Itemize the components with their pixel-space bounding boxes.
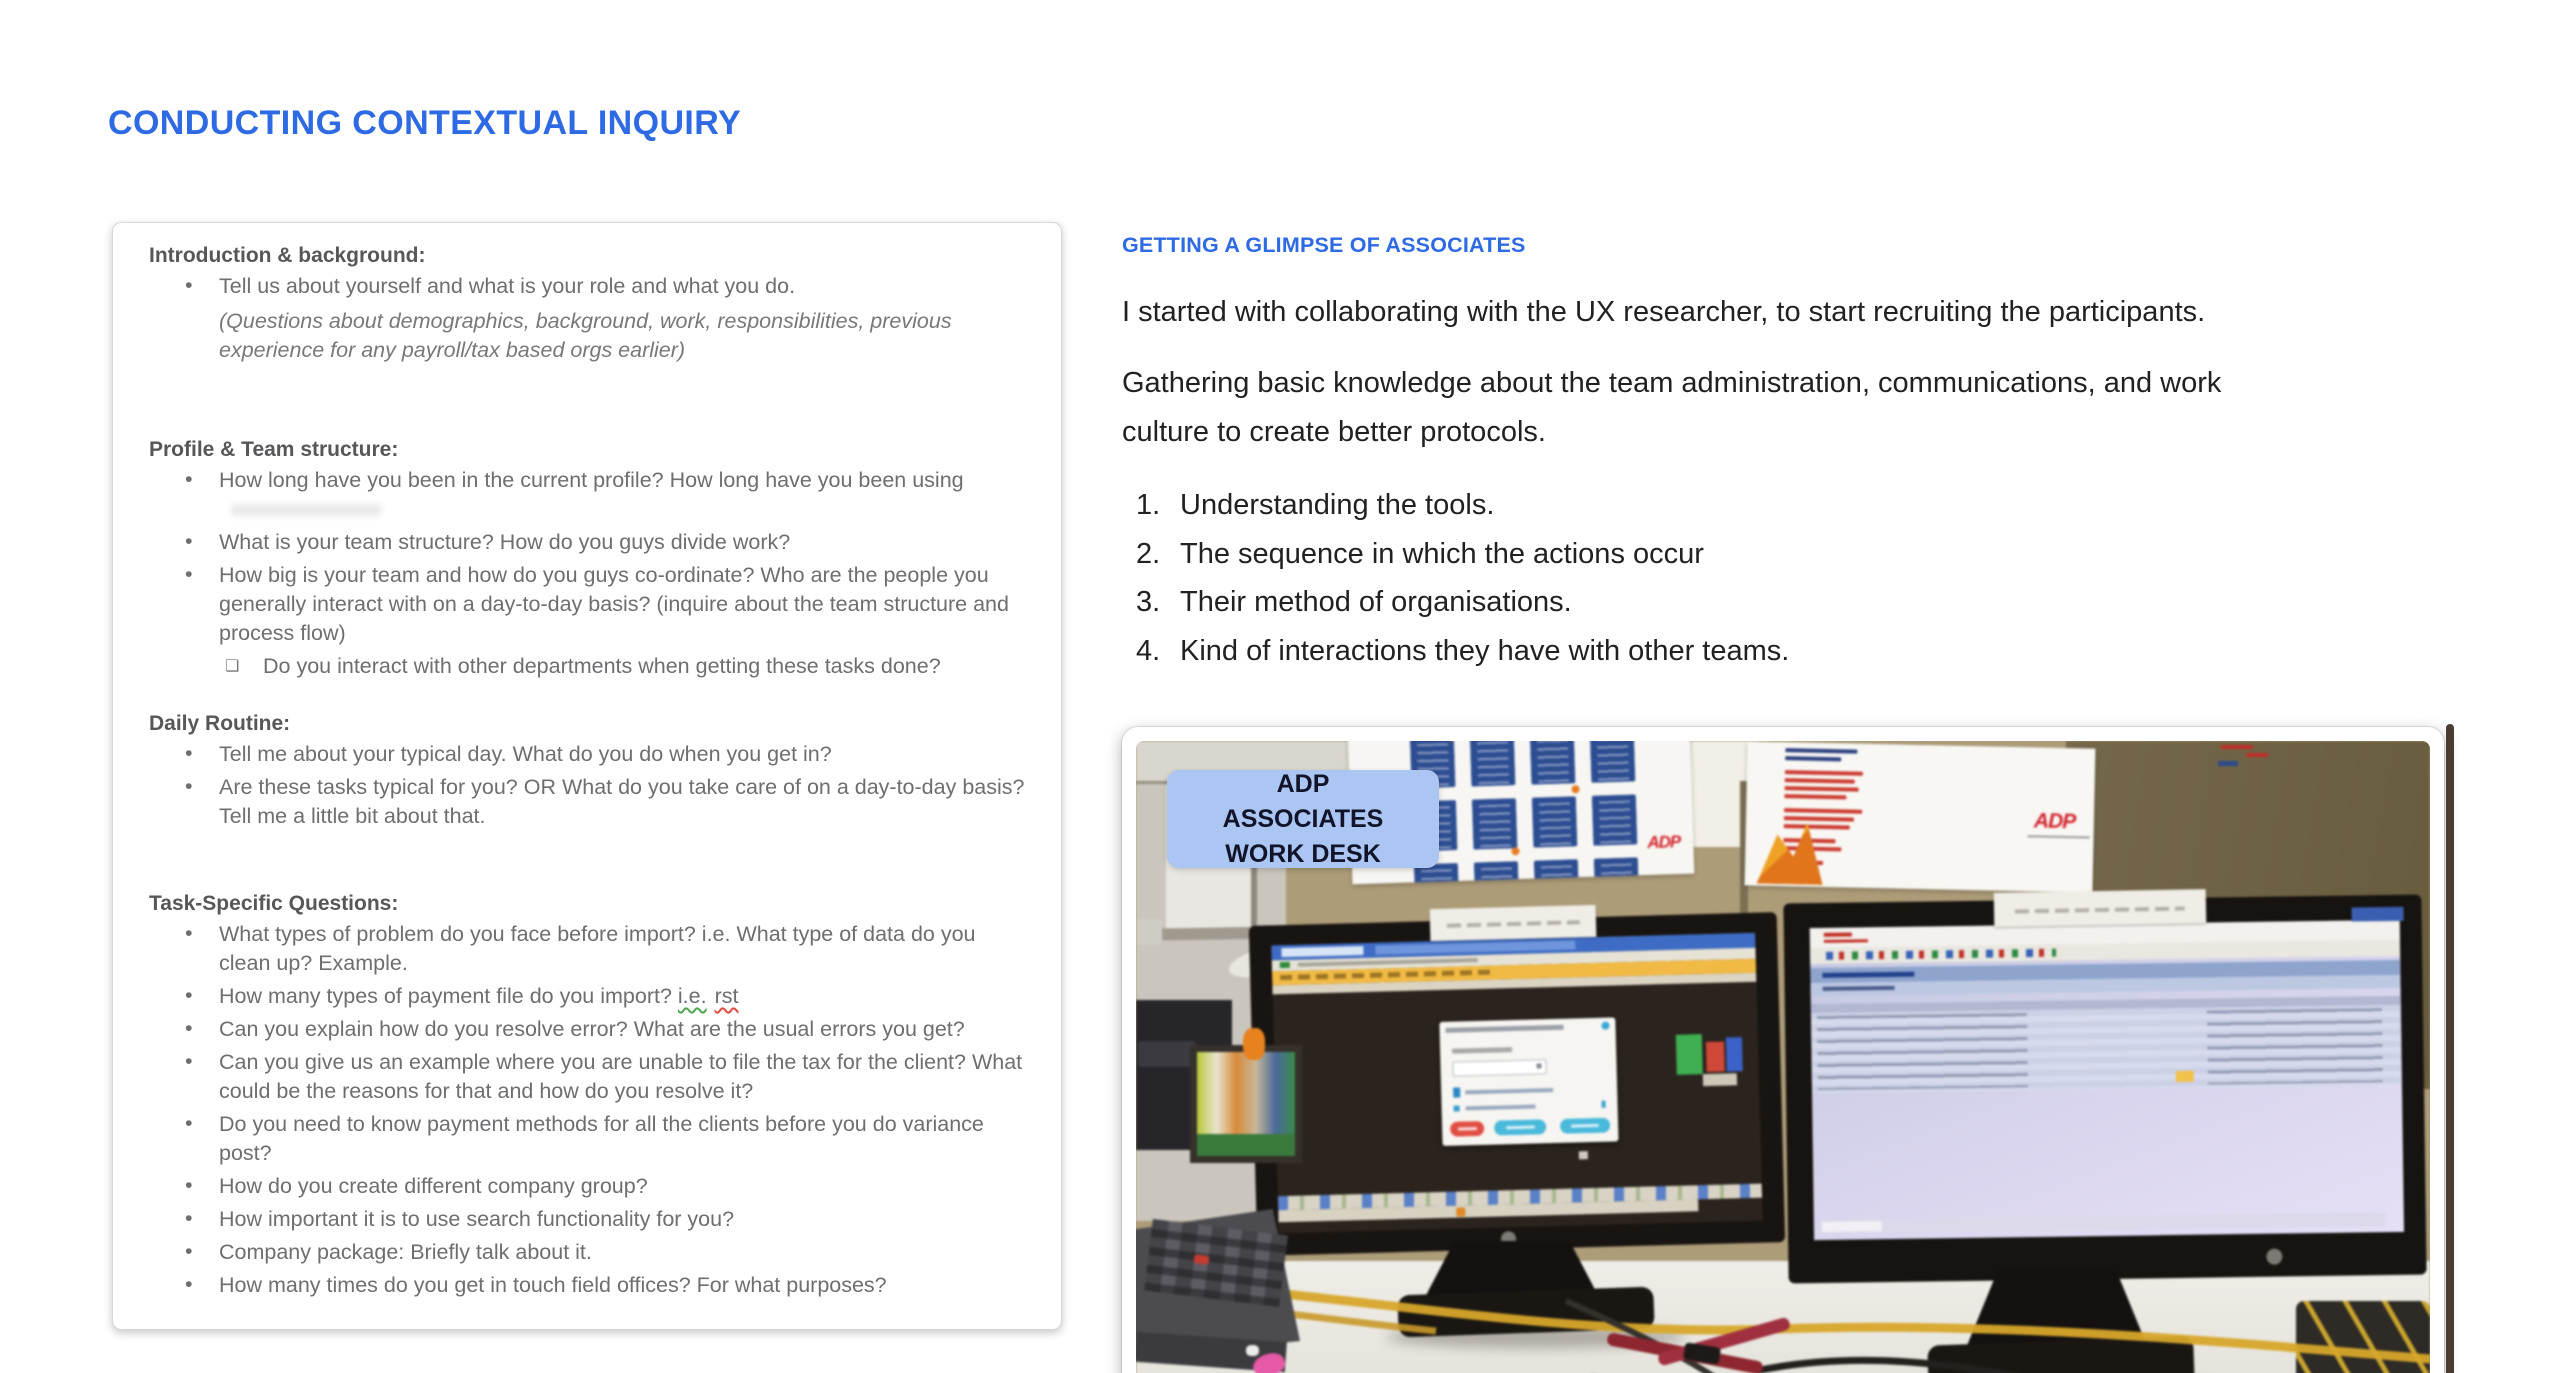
picture-frame [1190,1045,1302,1163]
question-item: • Can you give us an example where you are unable to file the tax for the client? What could be the reasons for that and how do you resolve it? [149,1048,1025,1106]
work-desk-photo-inner [1136,741,2430,1373]
adjacent-image-edge [2446,724,2454,1373]
question-item: • What types of problem do you face before import? i.e. What type of data do you clean up? Example. [149,920,1025,978]
paragraph-1: I started with collaborating with the UX researcher, to start recruiting the participants. [1122,296,2206,328]
section-heading-introduction: Introduction & background: [149,244,426,267]
question-item-spellcheck: • How many types of payment file do you import? i.e. rst [149,982,1025,1011]
question-subitem: ❏ Do you interact with other departments when getting these tasks done? [149,652,1025,681]
question-item: • How long have you been in the current profile? How long have you been using [149,466,1025,524]
glimpse-heading: GETTING A GLIMPSE OF ASSOCIATES [1122,233,1526,257]
section-heading-task-specific: Task-Specific Questions: [149,892,399,915]
list-item-1: 1. Understanding the tools. [1136,489,1495,521]
numbered-list [1122,481,2492,675]
interview-protocol-card [112,222,1062,1330]
question-list-daily-routine [149,740,1025,831]
page-title: CONDUCTING CONTEXTUAL INQUIRY [108,104,742,142]
section-heading-daily-routine: Daily Routine: [149,712,291,735]
list-item-4: 4. Kind of interactions they have with other teams. [1136,634,1790,667]
adp-logo: ADP [2033,809,2076,834]
question-item: • Are these tasks typical for you? OR What do you take care of on a day-to-day basis? Tell me a little bit about that. [149,773,1025,831]
question-item: • Tell me about your typical day. What do you do when you get in? [149,740,1025,769]
cd-spindle [1138,1041,1196,1067]
redacted-text [231,504,381,516]
white-cap [1246,1345,1259,1356]
list-item-2: 2. The sequence in which the actions occur [1136,537,1704,570]
photo-label: ADP ASSOCIATES WORK DESK [1167,770,1439,868]
question-item: • Tell us about yourself and what is your role and what you do. [149,272,1025,301]
question-item: • Do you need to know payment methods for all the clients before you do variance post? [149,1110,1025,1168]
question-item: • How big is your team and how do you guys co-ordinate? Who are the people you generally interact with on a day-to-day basis? (inquire about the team structure and process flow) [149,561,1025,648]
question-item: • Can you explain how do you resolve error? What are the usual errors you get? [149,1015,1025,1044]
question-item: • What is your team structure? How do you guys divide work? [149,528,1025,557]
glimpse-section [1122,232,2492,675]
section-heading-profile: Profile & Team structure: [149,438,399,461]
paragraph-2: Gathering basic knowledge about the team administration, communications, and work culture to create better protocols. [1122,367,2222,448]
question-item: • How many times do you get in touch field offices? For what purposes? [149,1271,1025,1300]
question-note-italic: (Questions about demographics, background, work, responsibilities, previous experience for any payroll/tax based orgs earlier) [219,309,952,362]
list-item-3: 3. Their method of organisations. [1136,586,1572,618]
orange-object [1243,1028,1265,1060]
question-list-profile [149,466,1025,681]
adp-logo: ADP [1647,832,1681,853]
work-desk-photo [1122,727,2444,1373]
question-list-introduction [149,272,1025,365]
phone-red-key [1194,1254,1210,1265]
question-item: • How do you create different company group? [149,1172,1025,1201]
spellcheck-red-word: rst [714,984,739,1008]
question-item: • How important it is to use search functionality for you? [149,1205,1025,1234]
spellcheck-green-word: i.e. [677,984,707,1008]
question-list-task-specific [149,920,1025,1300]
question-item: • Company package: Briefly talk about it. [149,1238,1025,1267]
